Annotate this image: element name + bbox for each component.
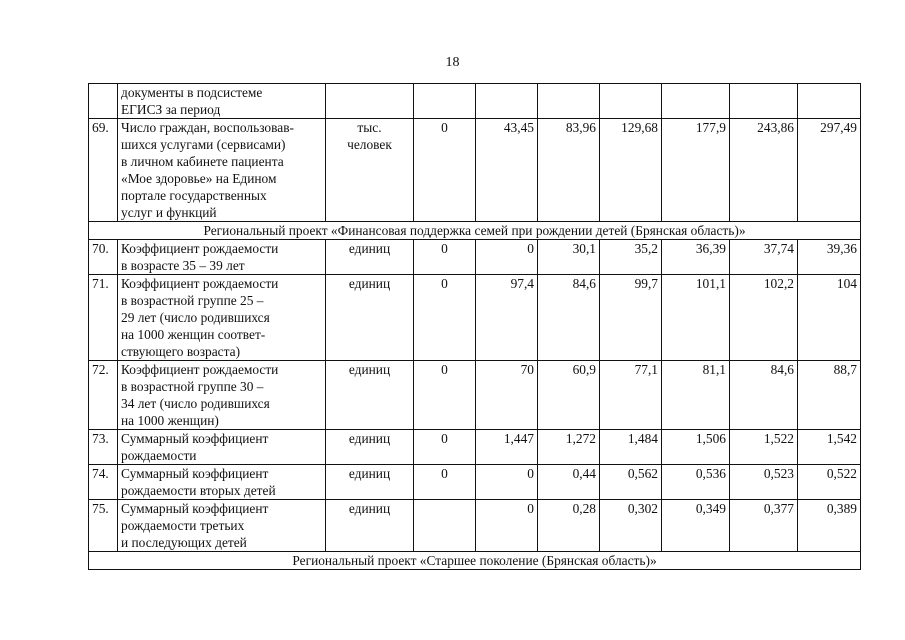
value-cell: 37,74 [730, 240, 798, 275]
value-cell: 84,6 [730, 361, 798, 430]
value-cell: 77,1 [600, 361, 662, 430]
unit-cell [326, 119, 414, 222]
text-line: единиц [348, 431, 391, 446]
value-cell: 97,4 [476, 275, 538, 361]
value-cell: 0,44 [538, 465, 600, 500]
value-cell: 1,542 [798, 430, 861, 465]
empty-cell [730, 84, 798, 119]
text-line: в возрастной группе 30 – [121, 379, 264, 394]
text-line: услуг и функций [121, 205, 217, 220]
value-cell: 0 [476, 500, 538, 552]
unit-cell [326, 240, 414, 275]
table-row [89, 430, 861, 465]
indicator-name-cell [118, 275, 326, 361]
value-cell: 84,6 [538, 275, 600, 361]
empty-cell [326, 84, 414, 119]
text-line: единиц [348, 466, 391, 481]
value-cell: 1,447 [476, 430, 538, 465]
indicator-name-cell [118, 465, 326, 500]
text-line: Коэффициент рождаемости [121, 362, 279, 377]
text-line: ствующего возраста) [121, 344, 241, 359]
indicator-name-cell [118, 500, 326, 552]
table-row [89, 361, 861, 430]
value-cell: 0 [414, 465, 476, 500]
row-number-cell: 74. [89, 465, 118, 500]
value-cell: 0,536 [662, 465, 730, 500]
text-line: человек [347, 137, 392, 152]
text-line: Коэффициент рождаемости [121, 241, 279, 256]
text-line: рождаемости третьих [121, 518, 245, 533]
value-cell: 60,9 [538, 361, 600, 430]
row-number-cell: 69. [89, 119, 118, 222]
value-cell: 177,9 [662, 119, 730, 222]
text-line: единиц [348, 362, 391, 377]
value-cell: 0,562 [600, 465, 662, 500]
text-line: ЕГИСЗ за период [121, 102, 221, 117]
value-cell: 0 [414, 240, 476, 275]
value-cell: 81,1 [662, 361, 730, 430]
text-line: тыс. [357, 120, 382, 135]
empty-cell [600, 84, 662, 119]
text-line: Коэффициент рождаемости [121, 276, 279, 291]
row-number-cell: 70. [89, 240, 118, 275]
indicator-name-cell [118, 430, 326, 465]
value-cell: 0 [476, 465, 538, 500]
value-cell: 0 [414, 361, 476, 430]
row-number-cell [89, 84, 118, 119]
value-cell: 0,349 [662, 500, 730, 552]
text-line: Суммарный коэффициент [121, 501, 269, 516]
table-row-continuation [89, 84, 861, 119]
value-cell: 102,2 [730, 275, 798, 361]
text-line: портале государственных [121, 188, 267, 203]
value-cell: 39,36 [798, 240, 861, 275]
value-cell: 0 [476, 240, 538, 275]
text-line: в возрасте 35 – 39 лет [121, 258, 245, 273]
value-cell: 1,522 [730, 430, 798, 465]
table-row [89, 240, 861, 275]
table-row [89, 465, 861, 500]
value-cell: 0,28 [538, 500, 600, 552]
row-number-cell: 72. [89, 361, 118, 430]
text-line: 29 лет (число родившихся [121, 310, 270, 325]
value-cell: 88,7 [798, 361, 861, 430]
value-cell: 1,506 [662, 430, 730, 465]
value-cell: 70 [476, 361, 538, 430]
section-row [89, 222, 861, 240]
page-number: 18 [445, 55, 460, 70]
value-cell: 243,86 [730, 119, 798, 222]
value-cell: 129,68 [600, 119, 662, 222]
text-line: 34 лет (число родившихся [121, 396, 270, 411]
text-line: и последующих детей [121, 535, 247, 550]
text-line: документы в подсистеме [121, 85, 263, 100]
text-line: единиц [348, 501, 391, 516]
value-cell: 0 [414, 275, 476, 361]
section-title: Региональный проект «Старшее поколение (Брянская область)» [89, 552, 861, 570]
value-cell: 35,2 [600, 240, 662, 275]
text-line: «Мое здоровье» на Едином [121, 171, 277, 186]
text-line: Суммарный коэффициент [121, 431, 269, 446]
table-row [89, 500, 861, 552]
text-line: рождаемости [121, 448, 197, 463]
value-cell: 0,377 [730, 500, 798, 552]
indicators-table [88, 83, 861, 570]
empty-cell [476, 84, 538, 119]
text-line: единиц [348, 241, 391, 256]
empty-cell [798, 84, 861, 119]
empty-cell [538, 84, 600, 119]
section-title: Региональный проект «Финансовая поддержка семей при рождении детей (Брянская область)» [89, 222, 861, 240]
section-row [89, 552, 861, 570]
value-cell: 0,389 [798, 500, 861, 552]
value-cell: 30,1 [538, 240, 600, 275]
empty-cell [414, 84, 476, 119]
text-line: на 1000 женщин) [121, 413, 219, 428]
value-cell: 1,484 [600, 430, 662, 465]
text-line: на 1000 женщин соответ- [121, 327, 266, 342]
row-number-cell: 75. [89, 500, 118, 552]
value-cell: 83,96 [538, 119, 600, 222]
value-cell: 0 [414, 119, 476, 222]
unit-cell [326, 465, 414, 500]
value-cell: 43,45 [476, 119, 538, 222]
indicator-name-cell [118, 240, 326, 275]
text-line: единиц [348, 276, 391, 291]
text-line: Число граждан, воспользовав- [121, 120, 294, 135]
value-cell: 0 [414, 430, 476, 465]
value-cell: 297,49 [798, 119, 861, 222]
value-cell: 99,7 [600, 275, 662, 361]
table-row [89, 275, 861, 361]
unit-cell [326, 500, 414, 552]
row-number-cell: 71. [89, 275, 118, 361]
text-line: в личном кабинете пациента [121, 154, 284, 169]
value-cell [414, 500, 476, 552]
text-line: шихся услугами (сервисами) [121, 137, 286, 152]
indicator-name-cell [118, 361, 326, 430]
table-row [89, 119, 861, 222]
table-body [89, 84, 861, 570]
value-cell: 0,523 [730, 465, 798, 500]
indicator-name-cell [118, 84, 326, 119]
empty-cell [662, 84, 730, 119]
text-line: рождаемости вторых детей [121, 483, 276, 498]
text-line: в возрастной группе 25 – [121, 293, 264, 308]
value-cell: 101,1 [662, 275, 730, 361]
row-number-cell: 73. [89, 430, 118, 465]
text-line: Суммарный коэффициент [121, 466, 269, 481]
value-cell: 0,302 [600, 500, 662, 552]
value-cell: 36,39 [662, 240, 730, 275]
value-cell: 0,522 [798, 465, 861, 500]
value-cell: 1,272 [538, 430, 600, 465]
unit-cell [326, 361, 414, 430]
indicator-name-cell [118, 119, 326, 222]
unit-cell [326, 430, 414, 465]
unit-cell [326, 275, 414, 361]
value-cell: 104 [798, 275, 861, 361]
